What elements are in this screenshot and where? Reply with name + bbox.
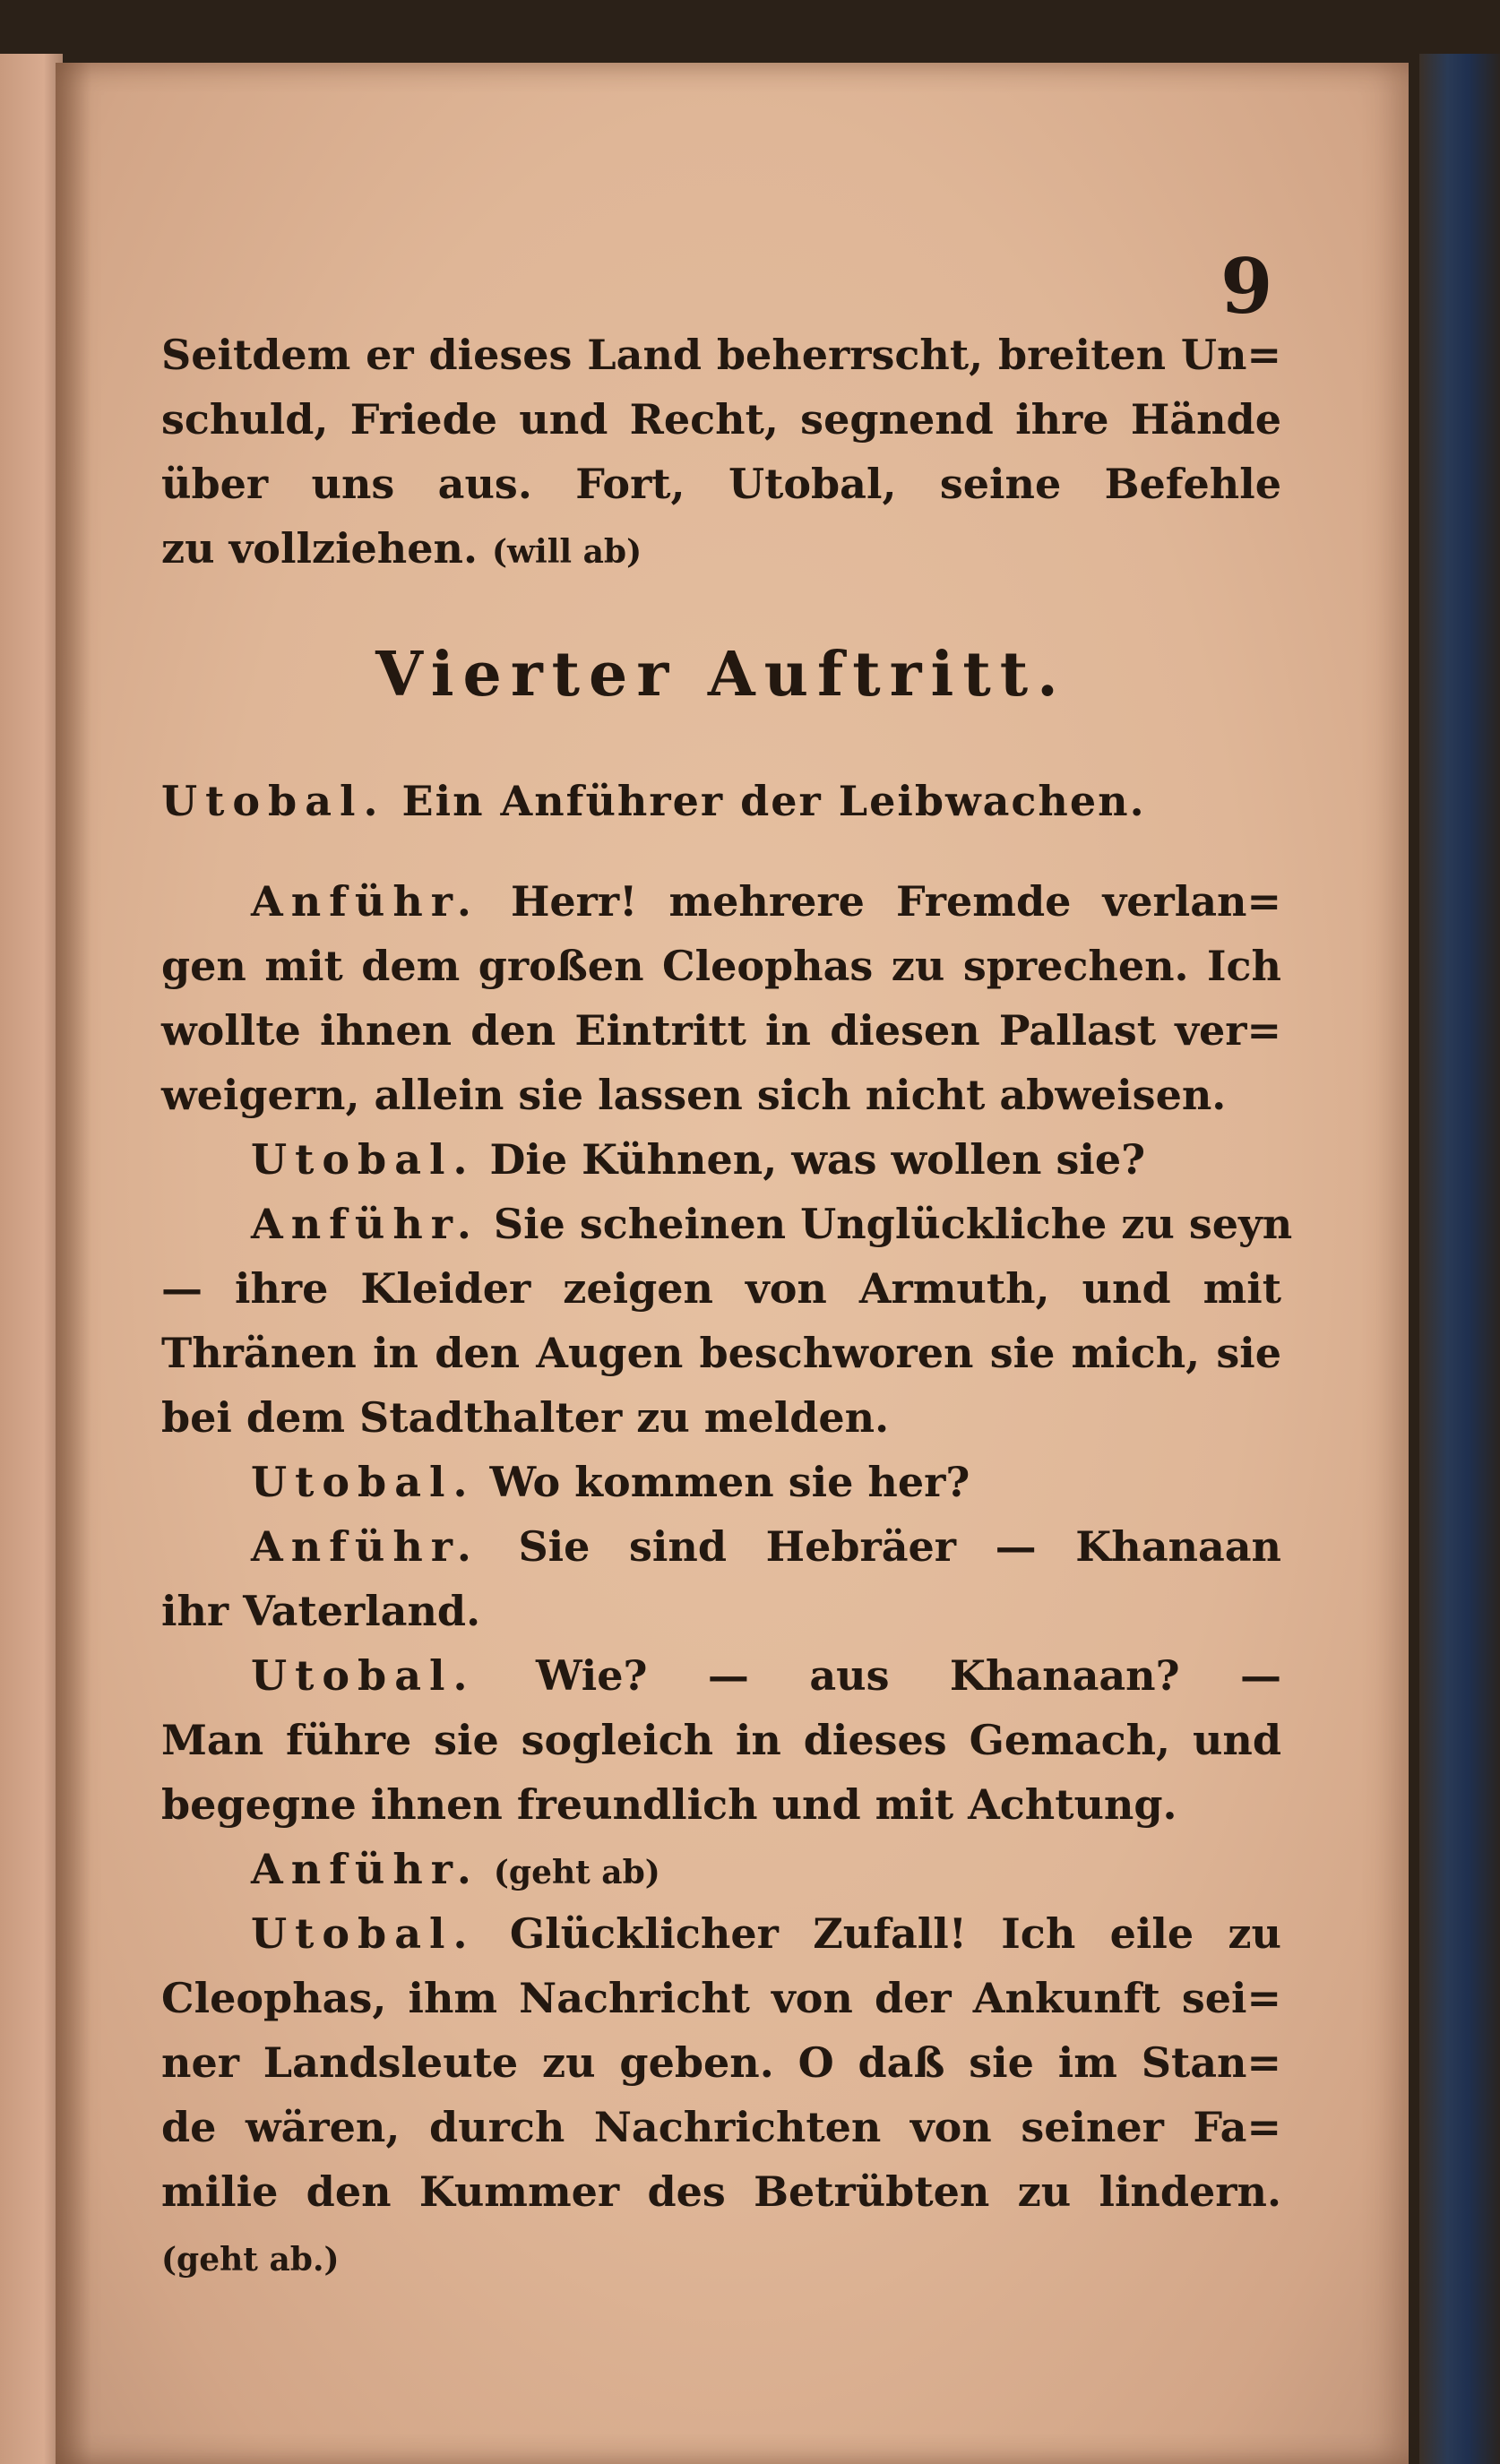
speech-text: Sie sind Hebräer — Khanaan (518, 1522, 1281, 1571)
dialogue-line (161, 1643, 1281, 1708)
page-text (161, 323, 1293, 2288)
speaker-name: Anführ. (251, 1200, 479, 1248)
book-binding (1419, 54, 1500, 2464)
stage-direction: (geht ab) (493, 1854, 660, 1891)
speech-text: Die Kühnen, was wollen sie? (489, 1135, 1146, 1184)
dialogue-line (161, 1450, 1281, 1514)
speaker-name: Utobal. (251, 1135, 476, 1184)
text-line: über uns aus. Fort, Utobal, seine Befehle (161, 460, 1281, 508)
dialogue-line (161, 1772, 1281, 1837)
speech-text: weigern, allein sie lassen sich nicht abweisen. (161, 1071, 1227, 1119)
text-line: schuld, Friede und Recht, segnend ihre Hände (161, 395, 1281, 444)
dialogue-line (161, 1192, 1293, 1256)
speech-text: bei dem Stadthalter zu melden. (161, 1393, 890, 1442)
dialogue-line (161, 2224, 1281, 2288)
speech-text: Sie scheinen Unglückliche zu seyn (493, 1200, 1293, 1248)
speech-text: gen mit dem großen Cleophas zu sprechen. Ich (161, 942, 1281, 990)
speaker-name: Utobal. (251, 1651, 476, 1700)
stage-direction: (will ab) (492, 533, 642, 571)
text-line (161, 516, 1281, 581)
dialogue-line (161, 934, 1281, 998)
speech-text: ihr Vaterland. (161, 1587, 481, 1635)
dialogue-line (161, 1127, 1281, 1192)
speech-text: Glücklicher Zufall! Ich eile zu (509, 1909, 1281, 1958)
speaker-name: Utobal. (251, 1458, 476, 1506)
speech-text: Wo kommen sie her? (489, 1458, 970, 1506)
speech-text: Wie? — aus Khanaan? — (535, 1651, 1281, 1700)
dialogue-line (161, 2159, 1281, 2224)
speech-text: Herr! mehrere Fremde verlan= (510, 877, 1281, 926)
speaker-name: Anführ. (251, 1845, 479, 1893)
text-line-content: zu vollziehen. (161, 524, 478, 573)
page-number: 9 (1220, 242, 1273, 331)
scene-heading: Vierter Auftritt. (375, 639, 1067, 711)
speech-text: milie den Kummer des Betrübten zu lindern. (161, 2167, 1281, 2216)
cast-name: Utobal. (161, 777, 386, 825)
cast-rest: Ein Anführer der Leibwachen. (401, 777, 1146, 825)
dialogue-line (161, 1579, 1281, 1643)
dialogue-line (161, 1901, 1281, 1966)
speaker-name: Anführ. (251, 1522, 479, 1571)
dialogue-line (161, 1837, 1281, 1901)
dialogue (161, 869, 1293, 2288)
speaker-name: Utobal. (251, 1909, 476, 1958)
speech-text: ner Landsleute zu geben. O daß sie im Stan= (161, 2038, 1281, 2087)
dialogue-line (161, 998, 1281, 1063)
speech-text: Man führe sie sogleich in dieses Gemach, und (161, 1716, 1281, 1764)
dialogue-line (161, 1063, 1281, 1127)
dialogue-line (161, 1385, 1281, 1450)
stage-direction: (geht ab.) (161, 2241, 340, 2279)
dialogue-line (161, 2095, 1281, 2159)
dialogue-line (161, 2030, 1281, 2095)
speech-text: Cleophas, ihm Nachricht von der Ankunft sei= (161, 1974, 1281, 2022)
dialogue-line (161, 1514, 1281, 1579)
speech-text: — ihre Kleider zeigen von Armuth, und mit (161, 1264, 1281, 1313)
speech-text: begegne ihnen freundlich und mit Achtung. (161, 1780, 1177, 1829)
text-line: Seitdem er dieses Land beherrscht, breiten Un= (161, 331, 1281, 379)
dialogue-line (161, 1966, 1281, 2030)
page-gutter-shadow (56, 63, 91, 2464)
previous-page-edge (0, 54, 63, 2464)
speech-text: de wären, durch Nachrichten von seiner Fa= (161, 2103, 1281, 2151)
speech-text: wollte ihnen den Eintritt in diesen Pallast ver= (161, 1006, 1281, 1055)
dialogue-line (161, 1256, 1281, 1321)
dialogue-line (161, 869, 1281, 934)
speech-text: Thränen in den Augen beschworen sie mich, sie (161, 1329, 1281, 1377)
dialogue-line (161, 1708, 1281, 1772)
dialogue-line (161, 1321, 1281, 1385)
cast-list (161, 769, 1281, 833)
speaker-name: Anführ. (251, 877, 479, 926)
